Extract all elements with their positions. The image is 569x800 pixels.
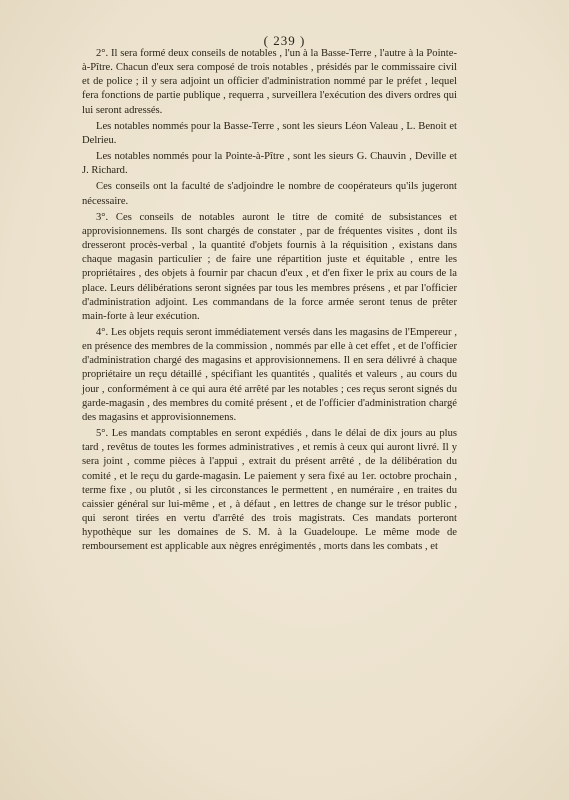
paragraph-article-3: 3°. Ces conseils de notables auront le titre de comité de subsistances et approvisionnemens. Ils sont chargés de constater , par de fréquentes visites , dont ils dresseront procès-verbal , la quantité d'objets fournis à la réquisition , existans dans chaque magasin particulier ; de faire une répartition juste et équitable , entre les propriétaires , des objets à fournir par chacun d'eux , et d'en fixer le prix au cours de la place. Leurs délibérations seront signées par tous les membres présens , et par l'officier d'administration adjoint. Les commandans de la force armée seront tenus de prêter main-forte à leur exécution. [82, 211, 457, 322]
paragraph-basse-terre-notables: Les notables nommés pour la Basse-Terre , sont les sieurs Léon Valeau , L. Benoit et Delrieu. [82, 120, 457, 146]
paragraph-article-5: 5°. Les mandats comptables en seront expédiés , dans le délai de dix jours au plus tard , revêtus de toutes les formes administratives , et remis à ceux qui auront livré. Il y sera joint , comme pièces à l'appui , extrait du présent arrêté , de la délibération du comité , et le reçu du garde-magasin. Le paiement y sera fixé au 1er. octobre prochain , terme fixe , ou plutôt , si les circonstances le permettent , en numéraire , en traites du caissier général sur lui-même , et , à défaut , en lettres de change sur le trésor public , qui seront tirées en vertu d'arrêté des trois magistrats. Ces mandats porteront hypothèque sur les domaines de S. M. à la Guadeloupe. Le même mode de remboursement est applicable aux nègres enrégimentés , morts dans les combats , et [82, 428, 457, 553]
paragraph-pointe-a-pitre-notables: Les notables nommés pour la Pointe-à-Pître , sont les sieurs G. Chauvin , Deville et J. Richard. [82, 151, 457, 177]
body-text [82, 47, 457, 556]
paragraph-cooperateurs: Ces conseils ont la faculté de s'adjoindre le nombre de coopérateurs qu'ils jugeront nécessaire. [82, 181, 457, 207]
page-number: ( 239 ) [263, 33, 306, 48]
paragraph-article-4: 4°. Les objets requis seront immédiatement versés dans les magasins de l'Empereur , en présence des membres de la commission , nommés par elle à cet effet , et de l'officier d'administration chargé des magasins et approvisionnemens. Il en sera délivré à chaque propriétaire un reçu détaillé , spécifiant les quantités , qualités et valeurs , au cours du jour , conformément à ce qui aura été arrêté par les notables ; ces reçus seront signés du garde-magasin , des membres du comité présent , et de l'officier d'administration chargé des magasins et approvisionnemens. [82, 326, 457, 423]
paragraph-article-2: 2°. Il sera formé deux conseils de notables , l'un à la Basse-Terre , l'autre à la Pointe-à-Pître. Chacun d'eux sera composé de trois notables , présidés par le commissaire civil et de police ; il y sera adjoint un officier d'administration nommé par le préfet , lequel fera fonctions de partie publique , requerra , surveillera l'exécution des divers ordres qui lui seront adressés. [82, 48, 457, 116]
